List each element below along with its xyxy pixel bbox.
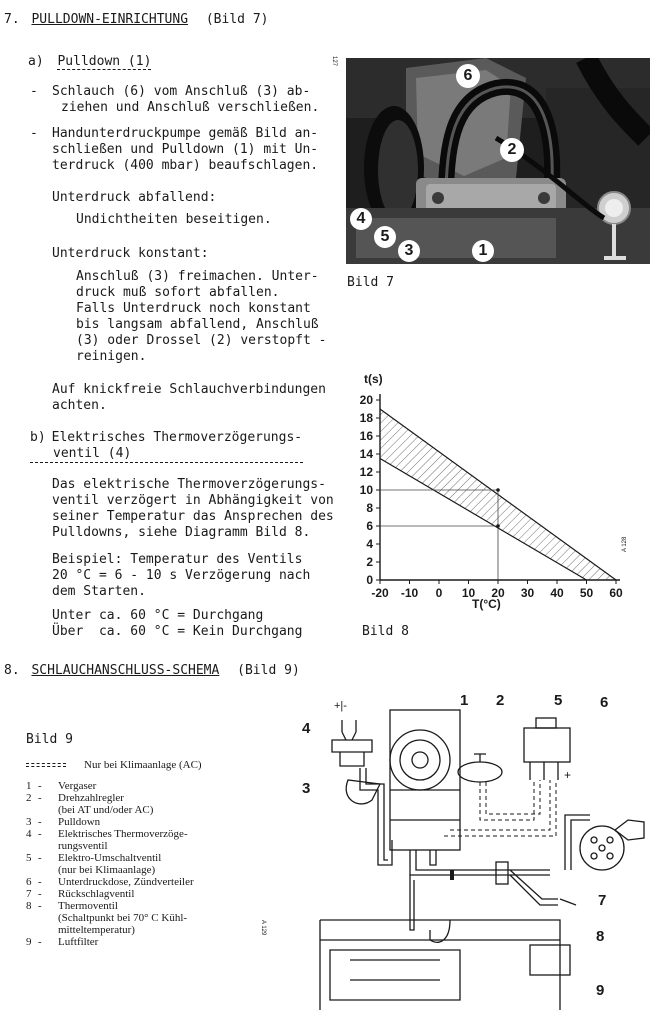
- text-line: Pulldowns, siehe Diagramm Bild 8.: [52, 525, 311, 540]
- chart-y-tick-label: 20: [359, 393, 373, 407]
- section8-ref: (Bild 9): [237, 663, 300, 678]
- photo-label-4: 4: [350, 208, 372, 230]
- legend-dash: -: [38, 876, 42, 888]
- legend-dash: -: [38, 852, 42, 864]
- chart-x-tick-label: 30: [520, 586, 535, 600]
- text-line: Beispiel: Temperatur des Ventils: [52, 552, 303, 567]
- photo-label-5: 5: [374, 226, 396, 248]
- section7-ref: (Bild 7): [205, 12, 269, 27]
- chart-x-tick-label: -20: [371, 586, 389, 600]
- section8-heading: [4, 663, 300, 679]
- schema-label-7: 7: [598, 892, 607, 909]
- legend-text: Rückschlagventil: [58, 888, 135, 900]
- figure9-schema: [260, 690, 650, 1010]
- legend-number: 2: [26, 792, 32, 804]
- chart-x-tick-label: 60: [609, 586, 623, 600]
- chart-x-tick-label: -10: [400, 586, 419, 600]
- text-line: reinigen.: [76, 349, 147, 364]
- chart-svg: [340, 370, 640, 620]
- legend-text: Unterdruckdose, Zündverteiler: [58, 876, 194, 888]
- chart-series-lower: [380, 459, 587, 581]
- legend-number: 9: [26, 936, 32, 948]
- text-line: Das elektrische Thermoverzögerungs-: [52, 477, 326, 492]
- legend-dash: -: [38, 816, 42, 828]
- text-line: bis langsam abfallend, Anschluß: [76, 317, 319, 332]
- text-line: Falls Unterdruck noch konstant: [76, 301, 311, 316]
- text-line: Auf knickfreie Schlauchverbindungen: [52, 382, 326, 397]
- schema-label-2: 2: [496, 692, 505, 709]
- bullet-2: [52, 126, 318, 174]
- bullet-dash: -: [30, 126, 38, 141]
- legend-number: 1: [26, 780, 32, 792]
- legend-number: 6: [26, 876, 32, 888]
- text-line: Handunterdruckpumpe gemäß Bild an-: [52, 126, 319, 141]
- legend-number: 7: [26, 888, 32, 900]
- section8-title: SCHLAUCHANSCHLUSS-SCHEMA: [31, 663, 220, 678]
- chart-side-code: A 128: [622, 536, 628, 552]
- figure7-side-code: 127: [331, 56, 337, 67]
- schema-label-5: 5: [554, 692, 563, 709]
- schema-label-4: 4: [302, 720, 311, 737]
- text-line: seiner Temperatur das Ansprechen des: [52, 509, 334, 524]
- photo-label-6: 6: [456, 64, 480, 88]
- chart-y-tick-label: 16: [359, 429, 373, 443]
- text-line: Schlauch (6) vom Anschluß (3) ab-: [52, 84, 311, 99]
- sub-b-heading: [30, 430, 303, 463]
- sub-a-label: a): [28, 54, 44, 69]
- schema-label-8: 8: [596, 928, 605, 945]
- text-line: Anschluß (3) freimachen. Unter-: [76, 269, 319, 284]
- text-line: terdruck (400 mbar) beaufschlagen.: [52, 158, 319, 173]
- legend-dash: -: [38, 828, 42, 840]
- chart-x-tick-label: 0: [435, 586, 443, 600]
- chart-ylabel: t(s): [364, 372, 383, 386]
- figure8-caption: Bild 8: [362, 624, 409, 639]
- sub-b-title-line2: ventil (4): [30, 446, 303, 463]
- sub-a-title: Pulldown (1): [57, 54, 152, 69]
- figure9-caption: Bild 9: [26, 732, 73, 747]
- chart-y-tick-label: 12: [359, 465, 373, 479]
- legend-text: Luftfilter: [58, 936, 99, 948]
- legend-text: Pulldown: [58, 816, 101, 828]
- b-text: [52, 477, 334, 541]
- legend-text: Drehzahlregler (bei AT und/oder AC): [58, 792, 154, 816]
- schema-plus-minus: +|-: [334, 700, 347, 712]
- case2-text: [76, 269, 326, 365]
- chart-x-tick-label: 20: [491, 586, 505, 600]
- text-line: schließen und Pulldown (1) mit Un-: [52, 142, 319, 157]
- photo-label-1: 1: [472, 240, 494, 262]
- chart-y-tick-label: 8: [366, 501, 373, 515]
- chart-x-tick-label: 10: [461, 586, 476, 600]
- text-line: ziehen und Anschluß verschließen.: [61, 100, 320, 115]
- text-line: druck muß sofort abfallen.: [76, 285, 280, 300]
- chart-ref-point-low: [496, 524, 500, 528]
- section7-title: PULLDOWN-EINRICHTUNG: [31, 12, 189, 27]
- under-60-text: Unter ca. 60 °C = Durchgang: [52, 608, 264, 623]
- text-line: ventil verzögert in Abhängigkeit von: [52, 493, 334, 508]
- chart-xlabel: T(°C): [472, 597, 501, 611]
- chart-y-tick-label: 6: [366, 519, 373, 533]
- legend-dash: -: [38, 780, 42, 792]
- legend-text: Vergaser: [58, 780, 97, 792]
- chart-y-tick-label: 14: [359, 447, 373, 461]
- schema-label-6: 6: [600, 694, 609, 711]
- ac-legend-text: Nur bei Klimaanlage (AC): [84, 759, 202, 771]
- schema-label-1: 1: [460, 692, 469, 709]
- ac-dash-sample: [26, 766, 66, 767]
- text-line: achten.: [52, 398, 107, 413]
- legend-dash: -: [38, 888, 42, 900]
- text-line: dem Starten.: [52, 584, 146, 599]
- text-line: (3) oder Drossel (2) verstopft -: [76, 333, 327, 348]
- chart-x-tick-label: 40: [550, 586, 564, 600]
- sub-a-heading: [28, 54, 151, 70]
- note-text: [52, 382, 326, 414]
- case1-text: Undichtheiten beseitigen.: [76, 212, 272, 227]
- figure7-photo: [346, 58, 650, 264]
- legend-text: Thermoventil (Schaltpunkt bei 70° C Kühl- mitteltemperatur): [58, 900, 188, 936]
- case2-label: Unterdruck konstant:: [52, 246, 209, 261]
- schema-label-9: 9: [596, 982, 605, 999]
- chart-y-tick-label: 10: [359, 483, 373, 497]
- schema-svg: [310, 690, 650, 1010]
- legend-number: 5: [26, 852, 32, 864]
- chart-ref-point-high: [496, 488, 500, 492]
- schema-plus: +: [564, 768, 572, 782]
- bullet-dash: -: [30, 84, 38, 99]
- legend-dash: -: [38, 900, 42, 912]
- chart-y-tick-label: 4: [366, 537, 373, 551]
- legend-text: Elektrisches Thermoverzöge- rungsventil: [58, 828, 188, 852]
- sub-b-label: b): [30, 430, 46, 445]
- legend-dash: -: [38, 792, 42, 804]
- chart-y-tick-label: 2: [366, 555, 373, 569]
- figure7-caption: Bild 7: [347, 275, 394, 290]
- legend-number: 3: [26, 816, 32, 828]
- legend-number: 8: [26, 900, 32, 912]
- case1-label: Unterdruck abfallend:: [52, 190, 217, 205]
- chart-y-tick-label: 18: [359, 411, 373, 425]
- chart-x-tick-label: 50: [579, 586, 594, 600]
- legend-number: 4: [26, 828, 32, 840]
- over-60-text: Über ca. 60 °C = Kein Durchgang: [52, 624, 303, 639]
- schema-side-code: A 129: [260, 920, 266, 936]
- text-line: 20 °C = 6 - 10 s Verzögerung nach: [52, 568, 311, 583]
- bullet-1: [52, 84, 319, 116]
- photo-label-3: 3: [398, 240, 420, 262]
- section7-number: 7.: [4, 12, 20, 27]
- example-text: [52, 552, 310, 600]
- photo-label-2: 2: [500, 138, 524, 162]
- schema-label-3: 3: [302, 780, 311, 797]
- section7-heading: [4, 12, 268, 28]
- chart-y-tick-label: 0: [366, 573, 373, 587]
- sub-b-title-line1: Elektrisches Thermoverzögerungs-: [51, 430, 303, 445]
- section8-number: 8.: [4, 663, 20, 678]
- legend-text: Elektro-Umschaltventil (nur bei Klimaanlage): [58, 852, 162, 876]
- legend-dash: -: [38, 936, 42, 948]
- figure8-chart: [340, 370, 640, 620]
- ac-dash-sample: [26, 763, 66, 764]
